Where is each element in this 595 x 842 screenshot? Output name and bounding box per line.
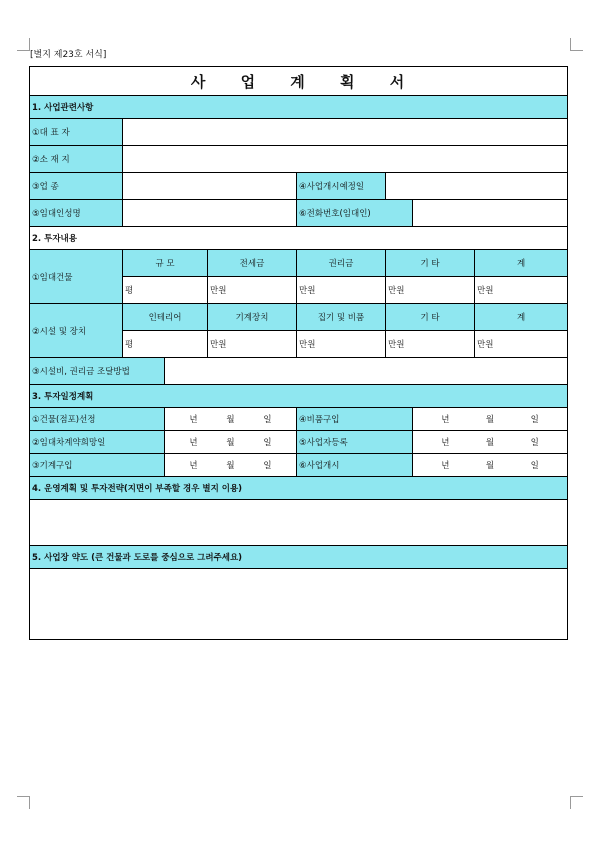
funding-label: ③시설비, 권리금 조달방법 [30,358,165,385]
tenant-name-field[interactable] [123,200,297,227]
facility-header: 기계장치 [208,304,297,331]
schedule-label: ④비품구입 [297,408,413,431]
schedule-label: ⑤사업자등록 [297,431,413,454]
building-header: 전세금 [208,250,297,277]
building-header: 권리금 [297,250,386,277]
building-header: 규 모 [123,250,208,277]
start-date-label: ④사업개시예정일 [297,173,386,200]
schedule-date-field[interactable]: 년 월 일 [413,454,568,477]
address-field[interactable] [123,146,568,173]
schedule-label: ③기계구입 [30,454,165,477]
representative-field[interactable] [123,119,568,146]
phone-label: ⑥전화번호(임대인) [297,200,413,227]
section2-heading: 2. 투자내용 [30,227,568,250]
schedule-date-field[interactable]: 년 월 일 [165,454,297,477]
business-plan-form [29,66,568,640]
section1-heading: 1. 사업관련사항 [30,96,568,119]
facility-header: 집기 및 비품 [297,304,386,331]
building-header: 계 [475,250,568,277]
facility-header: 기 타 [386,304,475,331]
facility-header: 인테리어 [123,304,208,331]
building-header: 기 타 [386,250,475,277]
crop-mark-top-right [570,38,583,51]
building-unit-field[interactable]: 만원 [297,277,386,304]
section4-heading: 4. 운영계획 및 투자전략(지면이 부족할 경우 별지 이용) [30,477,568,500]
schedule-label: ①건물(점포)선정 [30,408,165,431]
address-label: ②소 재 지 [30,146,123,173]
building-unit-field[interactable]: 평 [123,277,208,304]
facility-label: ②시설 및 장치 [30,304,123,358]
facility-unit-field[interactable]: 평 [123,331,208,358]
facility-unit-field[interactable]: 만원 [208,331,297,358]
crop-mark-top-left [17,38,30,51]
tenant-name-label: ⑤임대인성명 [30,200,123,227]
section3-heading: 3. 투자일정계획 [30,385,568,408]
business-type-label: ③업 종 [30,173,123,200]
schedule-date-field[interactable]: 년 월 일 [165,408,297,431]
business-type-field[interactable] [123,173,297,200]
building-unit-field[interactable]: 만원 [208,277,297,304]
representative-label: ①대 표 자 [30,119,123,146]
facility-unit-field[interactable]: 만원 [386,331,475,358]
site-map-field[interactable] [30,569,568,640]
building-unit-field[interactable]: 만원 [386,277,475,304]
building-unit-field[interactable]: 만원 [475,277,568,304]
phone-field[interactable] [413,200,568,227]
form-number-label: [별지 제23호 서식] [30,50,107,60]
start-date-field[interactable] [386,173,568,200]
page-title: 사 업 계 획 서 [30,67,568,96]
schedule-label: ②임대차계약희망일 [30,431,165,454]
facility-unit-field[interactable]: 만원 [475,331,568,358]
building-label: ①임대건물 [30,250,123,304]
funding-field[interactable] [165,358,568,385]
schedule-date-field[interactable]: 년 월 일 [413,431,568,454]
crop-mark-bottom-right [570,796,583,809]
schedule-date-field[interactable]: 년 월 일 [413,408,568,431]
operation-plan-field[interactable] [30,500,568,546]
facility-unit-field[interactable]: 만원 [297,331,386,358]
crop-mark-bottom-left [17,796,30,809]
section5-heading: 5. 사업장 약도 (큰 건물과 도로를 중심으로 그려주세요) [30,546,568,569]
facility-header: 계 [475,304,568,331]
schedule-date-field[interactable]: 년 월 일 [165,431,297,454]
schedule-label: ⑥사업개시 [297,454,413,477]
